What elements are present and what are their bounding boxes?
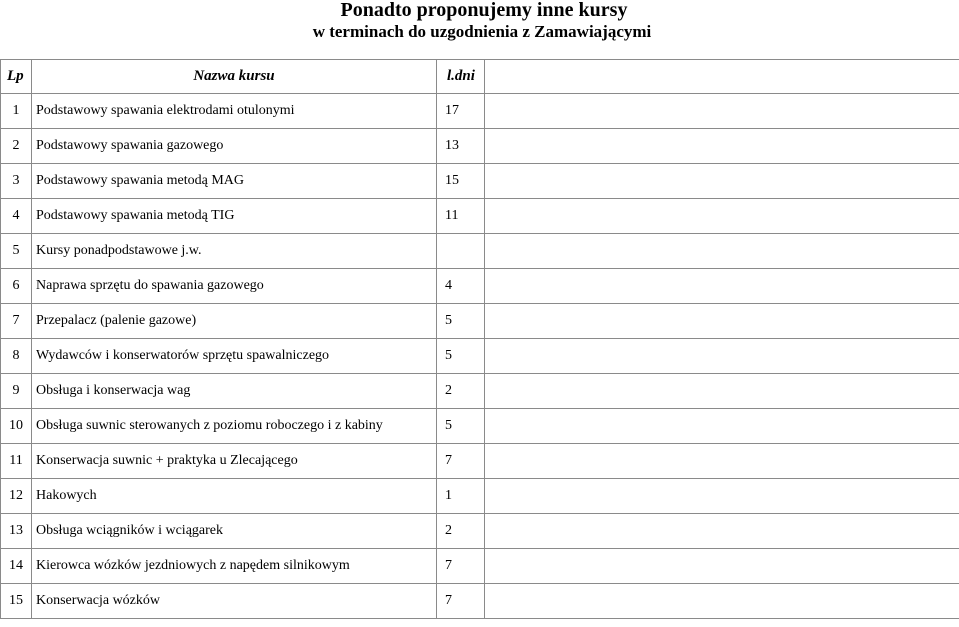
row-course-name: Konserwacja suwnic + praktyka u Zlecającego [32,444,437,479]
row-days: 7 [437,549,485,584]
row-empty-cell [485,584,959,619]
row-days: 5 [437,339,485,374]
row-empty-cell [485,234,959,269]
row-course-name: Podstawowy spawania metodą MAG [32,164,437,199]
row-lp: 11 [1,444,32,479]
row-course-name: Konserwacja wózków [32,584,437,619]
row-days: 1 [437,479,485,514]
row-days: 13 [437,129,485,164]
table-row [1,549,959,584]
table-row [1,374,959,409]
row-lp: 5 [1,234,32,269]
table-row [1,94,959,129]
row-course-name: Podstawowy spawania elektrodami otulonymi [32,94,437,129]
row-lp: 3 [1,164,32,199]
row-empty-cell [485,514,959,549]
row-days: 17 [437,94,485,129]
row-days: 2 [437,514,485,549]
row-empty-cell [485,374,959,409]
table-row [1,339,959,374]
page-title: Ponadto proponujemy inne kursy [340,0,628,21]
row-course-name: Kursy ponadpodstawowe j.w. [32,234,437,269]
row-lp: 14 [1,549,32,584]
row-course-name: Hakowych [32,479,437,514]
row-course-name: Obsługa wciągników i wciągarek [32,514,437,549]
row-empty-cell [485,269,959,304]
row-days: 5 [437,304,485,339]
row-lp: 9 [1,374,32,409]
table-header-row [1,60,959,94]
row-lp: 2 [1,129,32,164]
row-empty-cell [485,479,959,514]
row-days [437,234,485,269]
row-empty-cell [485,164,959,199]
header-empty-cell [485,60,959,94]
courses-table [0,59,959,619]
row-course-name: Kierowca wózków jezdniowych z napędem silnikowym [32,549,437,584]
table-row [1,269,959,304]
row-course-name: Wydawców i konserwatorów sprzętu spawalniczego [32,339,437,374]
row-days: 7 [437,444,485,479]
row-lp: 13 [1,514,32,549]
row-course-name: Naprawa sprzętu do spawania gazowego [32,269,437,304]
row-empty-cell [485,199,959,234]
row-empty-cell [485,304,959,339]
table-row [1,304,959,339]
table-row [1,514,959,549]
row-lp: 7 [1,304,32,339]
table-row [1,409,959,444]
row-empty-cell [485,409,959,444]
row-days: 4 [437,269,485,304]
row-empty-cell [485,129,959,164]
header-days: l.dni [437,60,485,94]
header-course-name: Nazwa kursu [32,60,437,94]
table-row [1,164,959,199]
row-days: 2 [437,374,485,409]
table-row [1,234,959,269]
page-subtitle: w terminach do uzgodnienia z Zamawiającymi [312,22,652,41]
row-lp: 4 [1,199,32,234]
row-course-name: Podstawowy spawania metodą TIG [32,199,437,234]
table-body [1,94,959,619]
row-lp: 12 [1,479,32,514]
table-row [1,129,959,164]
row-empty-cell [485,94,959,129]
row-course-name: Przepalacz (palenie gazowe) [32,304,437,339]
table-row [1,584,959,619]
row-empty-cell [485,549,959,584]
row-lp: 15 [1,584,32,619]
row-lp: 10 [1,409,32,444]
row-empty-cell [485,444,959,479]
table-row [1,479,959,514]
row-days: 5 [437,409,485,444]
row-lp: 6 [1,269,32,304]
row-course-name: Podstawowy spawania gazowego [32,129,437,164]
row-days: 7 [437,584,485,619]
row-empty-cell [485,339,959,374]
page-header [0,0,959,60]
row-lp: 8 [1,339,32,374]
row-course-name: Obsługa i konserwacja wag [32,374,437,409]
row-days: 11 [437,199,485,234]
row-lp: 1 [1,94,32,129]
row-days: 15 [437,164,485,199]
header-lp: Lp [1,60,32,94]
table-row [1,199,959,234]
table-row [1,444,959,479]
row-course-name: Obsługa suwnic sterowanych z poziomu roboczego i z kabiny [32,409,437,444]
